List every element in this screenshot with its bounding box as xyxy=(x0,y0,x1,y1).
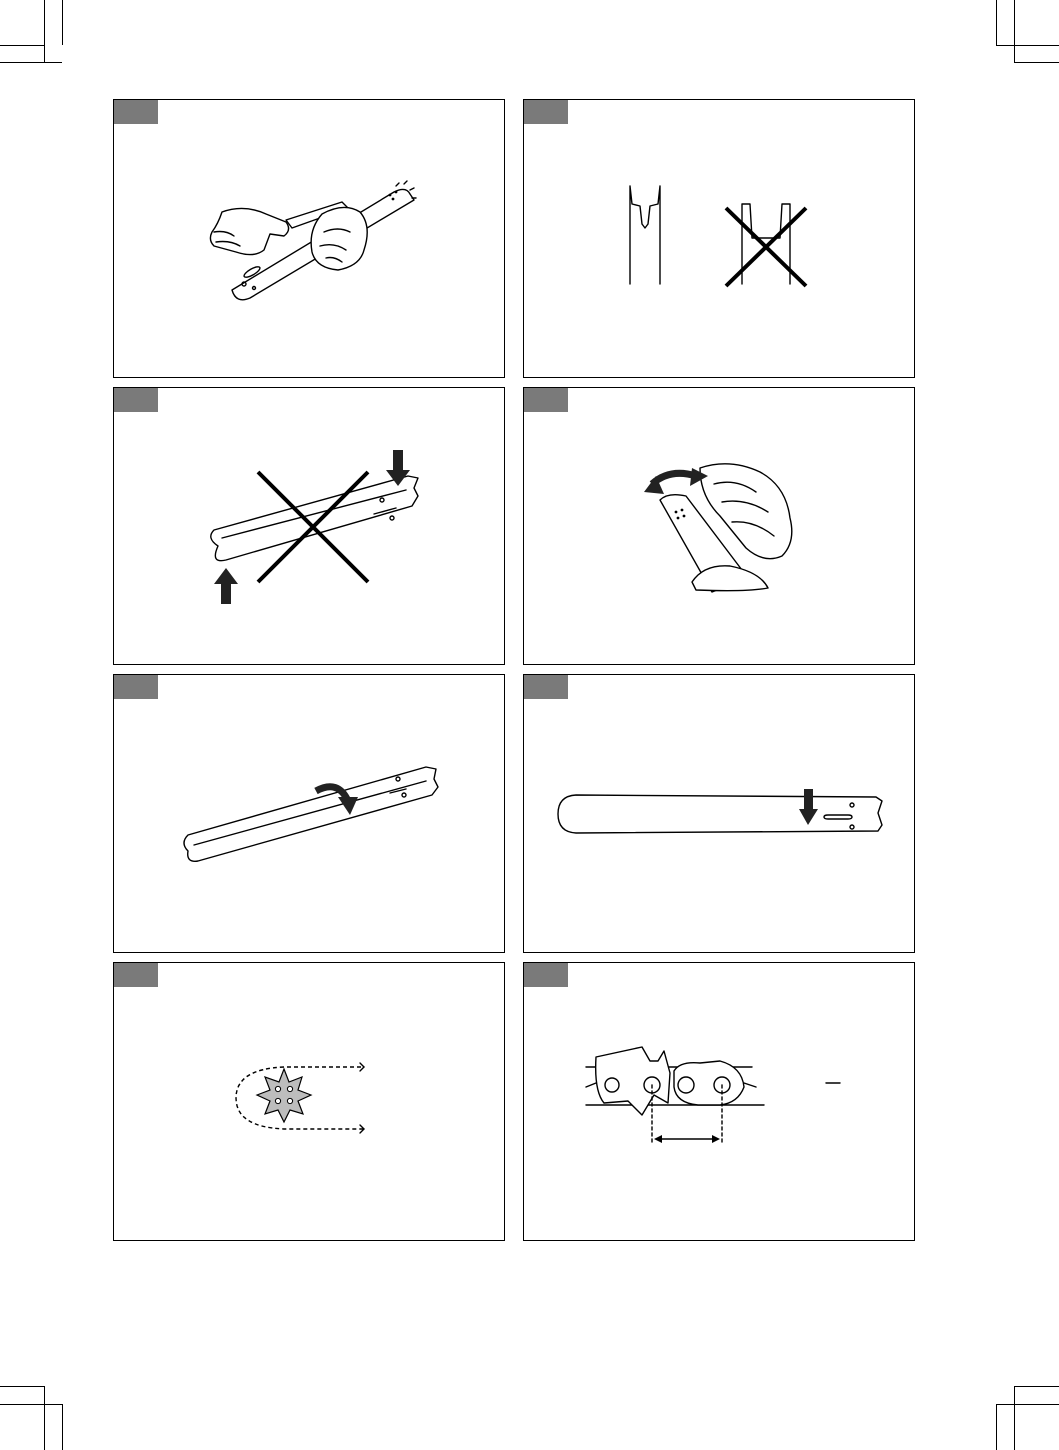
crop-mark xyxy=(996,1404,997,1450)
crop-mark xyxy=(996,0,997,45)
turn-bar-over-icon xyxy=(114,675,506,954)
crop-mark xyxy=(44,0,45,62)
crop-mark xyxy=(0,1386,45,1387)
bar-groove-wear-gauge-icon xyxy=(524,100,916,379)
figure-panel-4 xyxy=(523,387,915,665)
drive-sprocket-chain-icon xyxy=(114,963,506,1242)
figure-panel-8 xyxy=(523,962,915,1241)
crop-mark xyxy=(0,45,45,46)
figure-panel-3 xyxy=(113,387,505,665)
crop-mark xyxy=(996,1404,1059,1405)
figure-panel-1 xyxy=(113,99,505,378)
crop-mark xyxy=(62,0,63,45)
nose-sprocket-rotate-icon xyxy=(524,388,916,666)
figure-panel-7 xyxy=(113,962,505,1241)
figure-panel-6 xyxy=(523,674,915,953)
crop-mark xyxy=(1014,0,1015,62)
figure-panel-2 xyxy=(523,99,915,378)
chain-pitch-measure-icon xyxy=(524,963,916,1242)
bar-adjustment-slot-icon xyxy=(524,675,916,954)
crop-mark xyxy=(1014,1386,1059,1387)
crop-mark xyxy=(1014,1386,1015,1450)
crop-mark xyxy=(0,62,62,63)
crop-mark xyxy=(62,1404,63,1450)
crop-mark xyxy=(996,45,1059,46)
bar-rail-check-crossed-icon xyxy=(114,388,506,666)
crop-mark xyxy=(44,1386,45,1450)
crop-mark xyxy=(1014,62,1059,63)
figure-panel-5 xyxy=(113,674,505,953)
hands-cleaning-guide-bar-icon xyxy=(114,100,506,379)
crop-mark xyxy=(0,1404,62,1405)
